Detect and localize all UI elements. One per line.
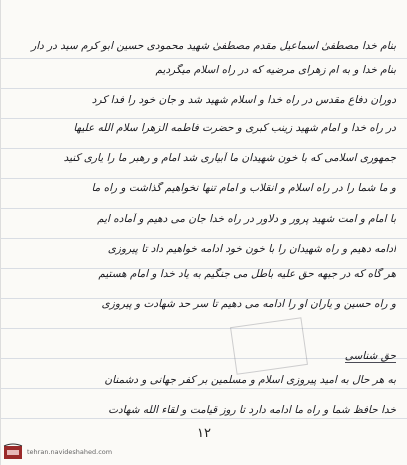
handwritten-line: و ما شما را در راه اسلام و انقلاب و امام تنها نخواهیم گذاشت و راه ما bbox=[91, 182, 396, 194]
handwritten-line: خدا حافظ شما و راه ما ادامه دارد تا روز قیامت و لقاء الله شهادت bbox=[108, 404, 396, 416]
ruled-line bbox=[1, 148, 407, 149]
handwritten-line: بنام خدا و به ام زهرای مرضیه که در راه اسلام میگردیم bbox=[155, 64, 396, 76]
handwritten-line: ادامه دهیم و راه شهیدان را با خون خود ادامه خواهیم داد تا پیروزی bbox=[107, 243, 396, 255]
handwritten-line: دوران دفاع مقدس در راه خدا و اسلام شهید شد و جان خود را فدا کرد bbox=[91, 94, 396, 106]
handwritten-line: هر گاه که در جبهه حق علیه باطل می جنگیم به یاد خدا و امام هستیم bbox=[98, 268, 396, 280]
handwritten-line: با امام و امت شهید پرور و دلاور در راه خدا جان می دهیم و آماده ایم bbox=[97, 213, 396, 225]
page-number: ۱۲ bbox=[197, 426, 211, 441]
underlined-phrase: حق شناسی bbox=[344, 350, 396, 362]
handwritten-line: بنام خدا مصطفیٰ اسماعیل مقدم مصطفیٰ شهید محمودی حسین ابو کرم سید در دار bbox=[31, 40, 396, 52]
ruled-line bbox=[1, 58, 407, 59]
watermark-text: tehran.navideshahed.com bbox=[27, 448, 113, 456]
handwritten-line: به هر حال به امید پیروزی اسلام و مسلمین بر کفر جهانی و دشمنان bbox=[104, 374, 396, 386]
watermark-logo bbox=[3, 441, 151, 463]
ruled-line bbox=[1, 238, 407, 239]
ruled-line bbox=[1, 178, 407, 179]
handwritten-line: جمهوری اسلامی که با خون شهیدان ما آبیاری شد امام و رهبر ما را یاری کنید bbox=[63, 152, 396, 164]
faded-stamp bbox=[230, 317, 308, 375]
ruled-line bbox=[1, 328, 407, 329]
handwritten-line: در راه خدا و امام شهید زینب کبری و حضرت فاطمه الزهرا سلام الله علیها bbox=[73, 122, 396, 134]
ruled-line bbox=[1, 388, 407, 389]
handwritten-line bbox=[9, 350, 396, 363]
ruled-line bbox=[1, 118, 407, 119]
ruled-line bbox=[1, 418, 407, 419]
flag-emblem-icon bbox=[3, 442, 23, 462]
ruled-line bbox=[1, 208, 407, 209]
handwritten-line: و راه حسین و یاران او را ادامه می دهیم تا سر حد شهادت و پیروزی bbox=[101, 298, 396, 310]
ruled-line bbox=[1, 88, 407, 89]
